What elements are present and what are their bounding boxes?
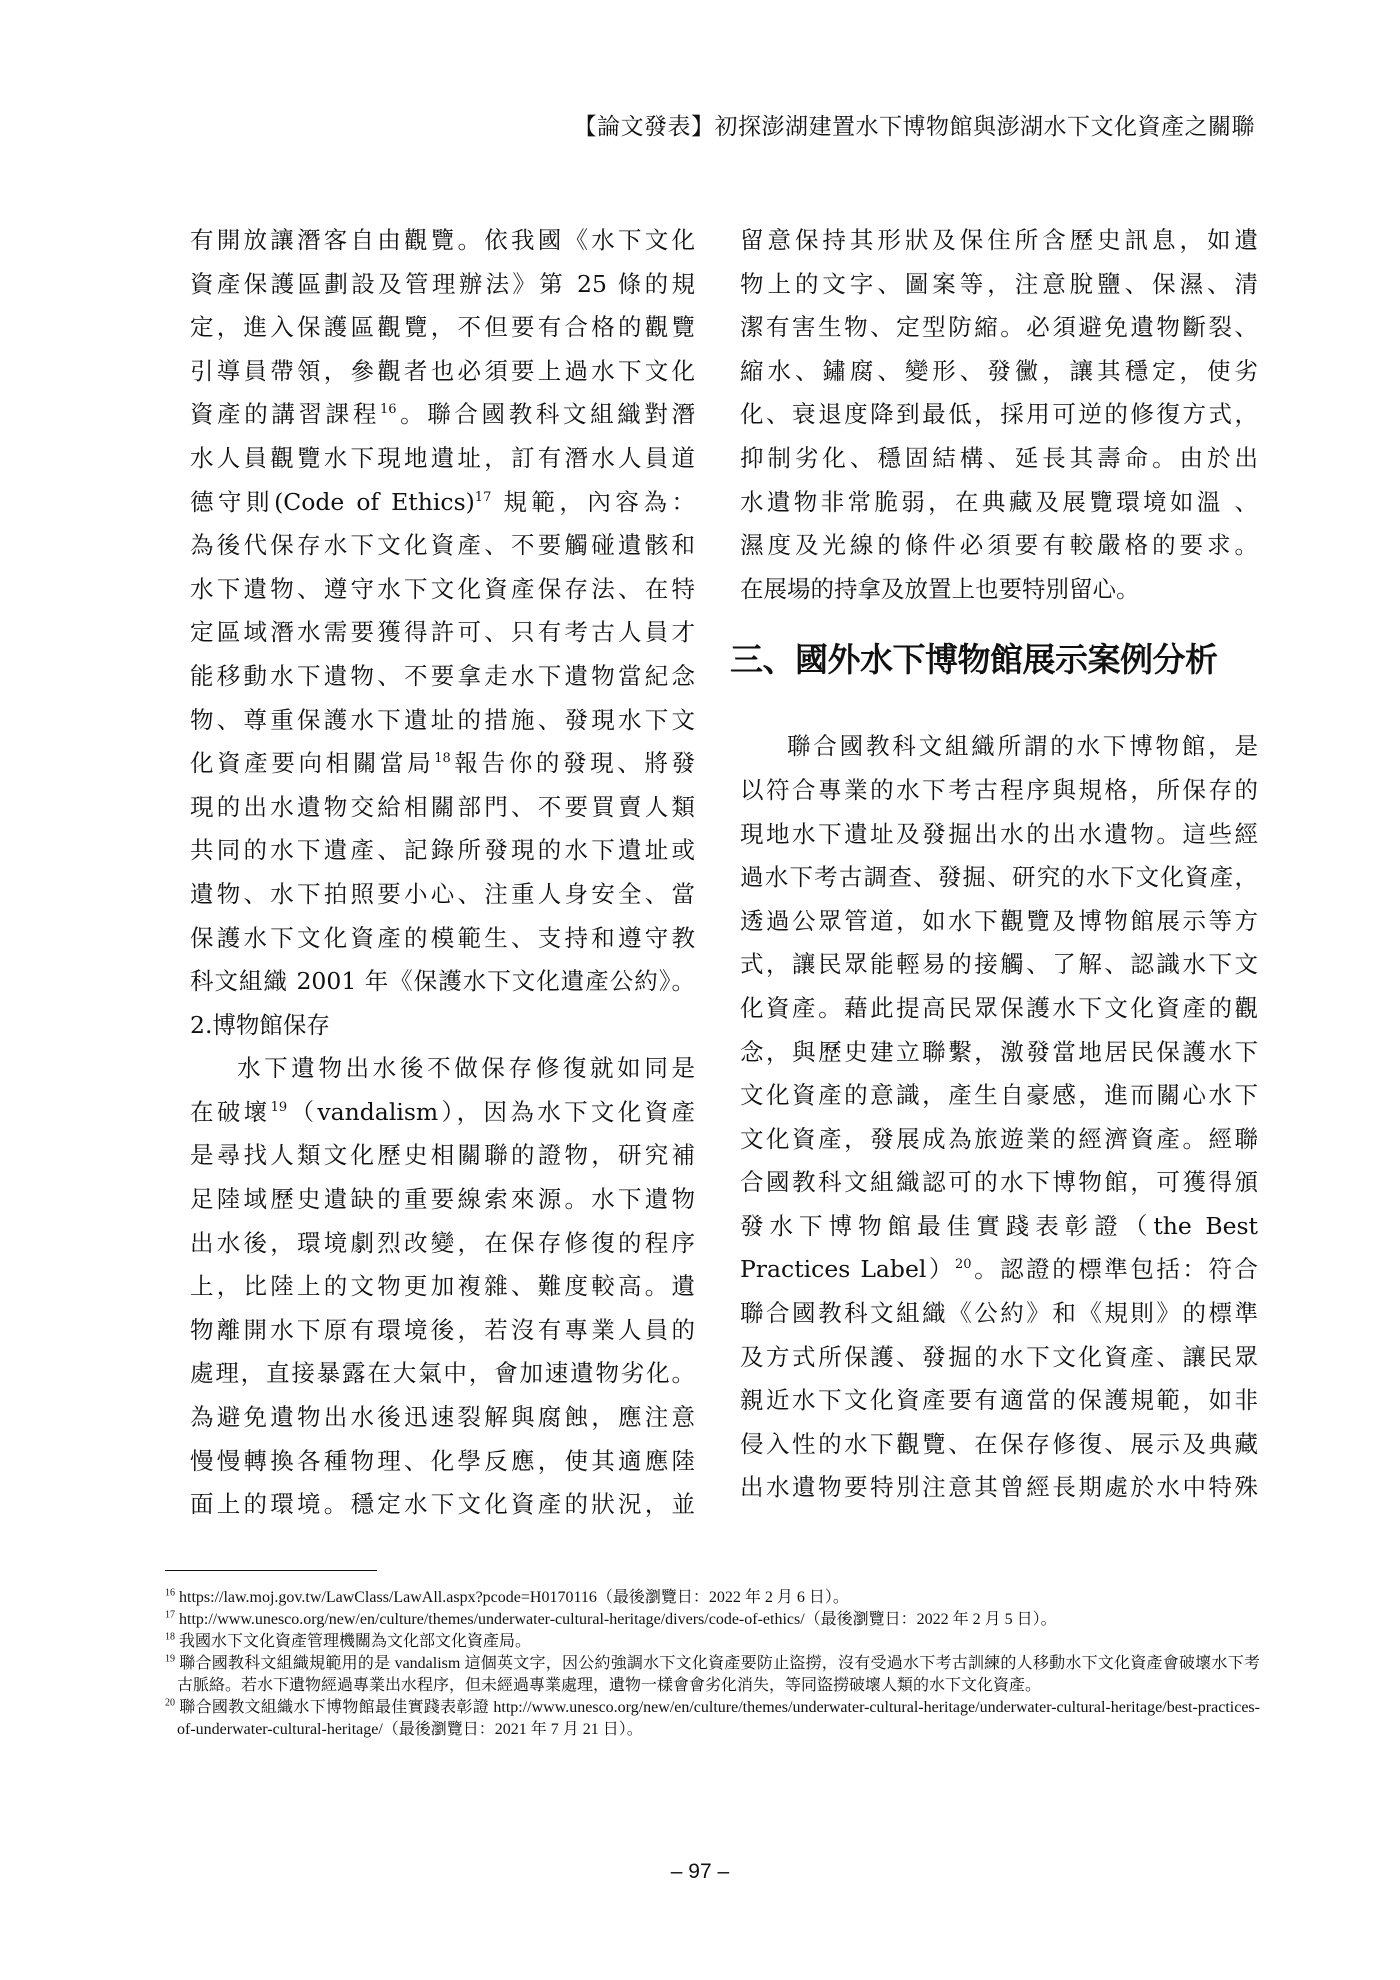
line-text: 抑制劣化、穩固結構、延長其壽命。由於出 <box>740 443 1258 472</box>
line-text: 過水下考古調查、發掘、研究的水下文化資產， <box>740 863 1258 892</box>
text-line <box>190 1265 695 1309</box>
line-text-after: 。聯合國教科文組織對潛 <box>396 400 696 429</box>
line-text: 是尋找人類文化歷史相關聯的證物，研究補 <box>190 1141 695 1170</box>
line-text: 有開放讓潛客自由觀覽。依我國《水下文化 <box>190 226 695 254</box>
text-line <box>190 350 695 394</box>
line-text: 共同的水下遺產、記錄所發現的水下遺址或 <box>190 836 695 865</box>
line-text: 濕度及光線的條件必須要有較嚴格的要求。 <box>740 531 1258 560</box>
line-text: 定，進入保護區觀覽，不但要有合格的觀覽 <box>190 313 695 342</box>
right-paragraph-1 <box>740 219 1258 611</box>
line-text: 化、衰退度降到最低，採用可逆的修復方式， <box>740 400 1258 429</box>
text-line <box>740 481 1258 525</box>
line-text: 出水後，環境劇烈改變，在保存修復的程序 <box>190 1228 695 1257</box>
text-line <box>740 813 1258 857</box>
line-text: 上，比陸上的文物更加複雜、難度較高。遺 <box>190 1272 695 1301</box>
footnote-text: https://law.moj.gov.tw/LawClass/LawAll.aspx?pcode=H0170116（最後瀏覽日：2022 年 2 月 6 日）。 <box>175 1589 849 1606</box>
text-line <box>190 699 695 743</box>
line-text: 引導員帶領，參觀者也必須要上過水下文化 <box>190 356 695 385</box>
text-line <box>740 306 1258 350</box>
text-line <box>740 725 1258 769</box>
text-line <box>740 524 1258 568</box>
text-line <box>190 742 695 786</box>
line-text: 物、尊重保護水下遺址的措施、發現水下文 <box>190 705 695 734</box>
text-line <box>740 900 1258 944</box>
line-text: 現地水下遺址及發掘出水的出水遺物。這些經 <box>740 819 1258 848</box>
text-line <box>740 856 1258 900</box>
footnote-ref[interactable]: 16 <box>379 402 397 418</box>
line-text: 處理，直接暴露在大氣中，會加速遺物劣化。 <box>190 1359 695 1388</box>
line-text: 水下遺物出水後不做保存修復就如同是 <box>237 1054 695 1083</box>
line-text: 在破壞 <box>190 1097 271 1126</box>
line-text: 在展場的持拿及放置上也要特別留心。 <box>740 574 1140 603</box>
text-line <box>190 306 695 350</box>
footnote-ref[interactable]: 17 <box>474 489 492 505</box>
left-column <box>190 219 695 1527</box>
line-text: 現的出水遺物交給相關部門、不要買賣人類 <box>190 792 695 821</box>
text-line <box>740 1248 1258 1292</box>
text-line <box>740 350 1258 394</box>
subheading-museum-preservation: 2.博物館保存 <box>190 1010 330 1039</box>
footnote-number: 18 <box>165 1631 175 1643</box>
line-text-after: 規範，內容為： <box>491 487 695 516</box>
section-heading: 三、國外水下博物館展示案例分析 <box>730 640 1218 680</box>
text-line <box>740 1292 1258 1336</box>
line-text: 德守則(Code of Ethics) <box>190 487 475 516</box>
line-text: 文化資產，發展成為旅遊業的經濟資產。經聯 <box>740 1124 1258 1153</box>
page-number: – 97 – <box>670 1860 730 1883</box>
text-line <box>740 1074 1258 1118</box>
footnote-number: 19 <box>165 1653 175 1665</box>
text-line <box>740 1379 1258 1423</box>
line-text: 為避免遺物出水後迅速裂解與腐蝕，應注意 <box>190 1403 695 1432</box>
line-text: 水遺物非常脆弱，在典藏及展覽環境如溫 、 <box>740 487 1258 516</box>
text-line <box>190 524 695 568</box>
line-text: 資產保護區劃設及管理辦法》第 25 條的規 <box>190 269 695 298</box>
text-line <box>740 437 1258 481</box>
line-text: 侵入性的水下觀覽、在保存修復、展示及典藏 <box>740 1429 1258 1458</box>
line-text: 化資產。藉此提高民眾保護水下文化資產的觀 <box>740 993 1258 1022</box>
line-text-after: 報告你的發現、將發 <box>450 749 696 778</box>
footnote-text: 聯合國教科文組織規範用的是 vandalism 這個英文字，因公約強調水下文化資產要防止盜撈，沒有受過水下考古訓練的人移動水下文化資產會破壞水下考古脈絡。若水下遺物經過專業出水程序，但未經過專業處理，遺物一樣會會劣化消失，等同盜撈破壞人類的水下文化資產。 <box>175 1655 1260 1694</box>
line-text: 遺物、水下拍照要小心、注重人身安全、當 <box>190 879 695 908</box>
text-line <box>740 1336 1258 1380</box>
text-line <box>190 393 695 437</box>
line-text: 慢慢轉換各種物理、化學反應，使其適應陸 <box>190 1446 695 1475</box>
text-line <box>190 219 695 263</box>
line-text-after: 。認證的標準包括：符合 <box>971 1255 1259 1284</box>
text-line <box>190 1352 695 1396</box>
line-text: 文化資產的意識，產生自豪感，進而關心水下 <box>740 1081 1258 1110</box>
line-text: 足陸域歷史遺缺的重要線索來源。水下遺物 <box>190 1185 695 1214</box>
line-text: 面上的環境。穩定水下文化資產的狀況，並 <box>190 1490 695 1519</box>
footnote-text: http://www.unesco.org/new/en/culture/themes/underwater-cultural-heritage/divers/code-of-ethics/（最後瀏覽日：2022 年 2 月 5 日）。 <box>175 1611 1057 1628</box>
text-line <box>190 655 695 699</box>
line-text: 發水下博物館最佳實踐表彰證（the Best <box>740 1211 1258 1240</box>
text-line <box>190 481 695 525</box>
footnote-ref[interactable]: 19 <box>270 1100 288 1116</box>
right-column <box>730 219 1259 1510</box>
text-line <box>190 1178 695 1222</box>
footnote-19 <box>165 1653 1260 1697</box>
line-text: 能移動水下遺物、不要拿走水下遺物當紀念 <box>190 661 695 690</box>
text-line <box>740 263 1258 307</box>
right-paragraph-2 <box>740 725 1258 1510</box>
text-line <box>740 1423 1258 1467</box>
footnote-text: 我國水下文化資產管理機關為文化部文化資產局。 <box>175 1633 532 1650</box>
text-line <box>190 437 695 481</box>
line-text: 透過公眾管道，如水下觀覽及博物館展示等方 <box>740 906 1258 935</box>
footnote-16 <box>165 1587 1260 1609</box>
line-text: 式，讓民眾能輕易的接觸、了解、認識水下文 <box>740 950 1258 979</box>
footnote-ref[interactable]: 18 <box>434 751 451 767</box>
text-line <box>190 1091 695 1135</box>
footnote-number: 17 <box>165 1609 175 1621</box>
text-line <box>190 873 695 917</box>
text-line <box>190 1047 695 1091</box>
line-text: 及方式所保護、發掘的水下文化資產、讓民眾 <box>740 1342 1258 1371</box>
text-line <box>740 568 1258 612</box>
text-line <box>740 987 1258 1031</box>
running-head: 【論文發表】初探澎湖建置水下博物館與澎湖水下文化資產之關聯 <box>573 114 1255 140</box>
text-line <box>190 829 695 873</box>
line-text: 以符合專業的水下考古程序與規格，所保存的 <box>740 775 1258 804</box>
line-text: 保護水下文化資產的模範生、支持和遵守教 <box>190 923 695 952</box>
line-text: 聯合國教科文組織所謂的水下博物館，是 <box>787 732 1258 761</box>
footnote-number: 20 <box>165 1697 175 1709</box>
text-line <box>190 1396 695 1440</box>
text-line <box>740 1205 1258 1249</box>
text-line <box>740 1466 1258 1510</box>
line-text: 水人員觀覽水下現地遺址，訂有潛水人員道 <box>190 443 695 472</box>
text-line <box>190 1134 695 1178</box>
footnote-divider <box>165 1570 377 1571</box>
footnote-number: 16 <box>165 1587 175 1599</box>
footnote-text: 聯合國教文組織水下博物館最佳實踐表彰證 http://www.unesco.org/new/en/culture/themes/underwater-cultural-heritage/underwater-cultural-heritage/best-practices-of-underwater-cultural-heritage/（最後瀏覽日：2021 年 7 月 21 日）。 <box>175 1699 1260 1738</box>
text-line <box>190 960 695 1004</box>
footnote-20 <box>165 1697 1260 1741</box>
text-line <box>190 786 695 830</box>
line-text: 科文組織 2001 年《保護水下文化遺產公約》。 <box>190 967 695 996</box>
line-text: 物離開水下原有環境後，若沒有專業人員的 <box>190 1315 695 1344</box>
text-line <box>740 1031 1258 1075</box>
footnote-18 <box>165 1631 1260 1653</box>
text-line <box>190 568 695 612</box>
text-line <box>190 1483 695 1527</box>
text-line <box>740 1161 1258 1205</box>
text-line <box>740 219 1258 263</box>
text-line <box>190 1309 695 1353</box>
line-text-after: （vandalism），因為水下文化資產 <box>287 1097 696 1126</box>
text-line <box>190 1440 695 1484</box>
text-line <box>740 943 1258 987</box>
line-text: 縮水、鏽腐、變形、發黴，讓其穩定，使劣 <box>740 356 1258 385</box>
left-paragraph-1 <box>190 219 695 1004</box>
footnote-17 <box>165 1609 1260 1631</box>
line-text: 出水遺物要特別注意其曾經長期處於水中特殊 <box>740 1473 1258 1502</box>
left-paragraph-2 <box>190 1047 695 1527</box>
line-text: 水下遺物、遵守水下文化資產保存法、在特 <box>190 574 695 603</box>
text-line <box>740 1118 1258 1162</box>
line-text: Practices Label） <box>740 1255 955 1284</box>
text-line <box>190 263 695 307</box>
line-text: 親近水下文化資產要有適當的保護規範，如非 <box>740 1386 1258 1415</box>
line-text: 留意保持其形狀及保住所含歷史訊息，如遺 <box>740 226 1258 254</box>
line-text: 聯合國教科文組織《公約》和《規則》的標準 <box>740 1299 1258 1328</box>
line-text: 資產的講習課程 <box>190 400 380 429</box>
line-text: 化資產要向相關當局 <box>190 749 435 778</box>
footnote-ref[interactable]: 20 <box>955 1257 972 1273</box>
line-text: 合國教科文組織認可的水下博物館，可獲得頒 <box>740 1168 1258 1197</box>
text-line <box>190 611 695 655</box>
footnotes <box>165 1587 1260 1741</box>
text-line <box>740 393 1258 437</box>
line-text: 為後代保存水下文化資產、不要觸碰遺骸和 <box>190 531 695 560</box>
line-text: 物上的文字、圖案等，注意脫鹽、保濕、清 <box>740 269 1258 298</box>
line-text: 潔有害生物、定型防縮。必須避免遺物斷裂、 <box>740 313 1258 342</box>
line-text: 念，與歷史建立聯繫，激發當地居民保護水下 <box>740 1037 1258 1066</box>
text-line <box>190 917 695 961</box>
line-text: 定區域潛水需要獲得許可、只有考古人員才 <box>190 618 695 647</box>
text-line <box>740 769 1258 813</box>
text-line <box>190 1222 695 1266</box>
